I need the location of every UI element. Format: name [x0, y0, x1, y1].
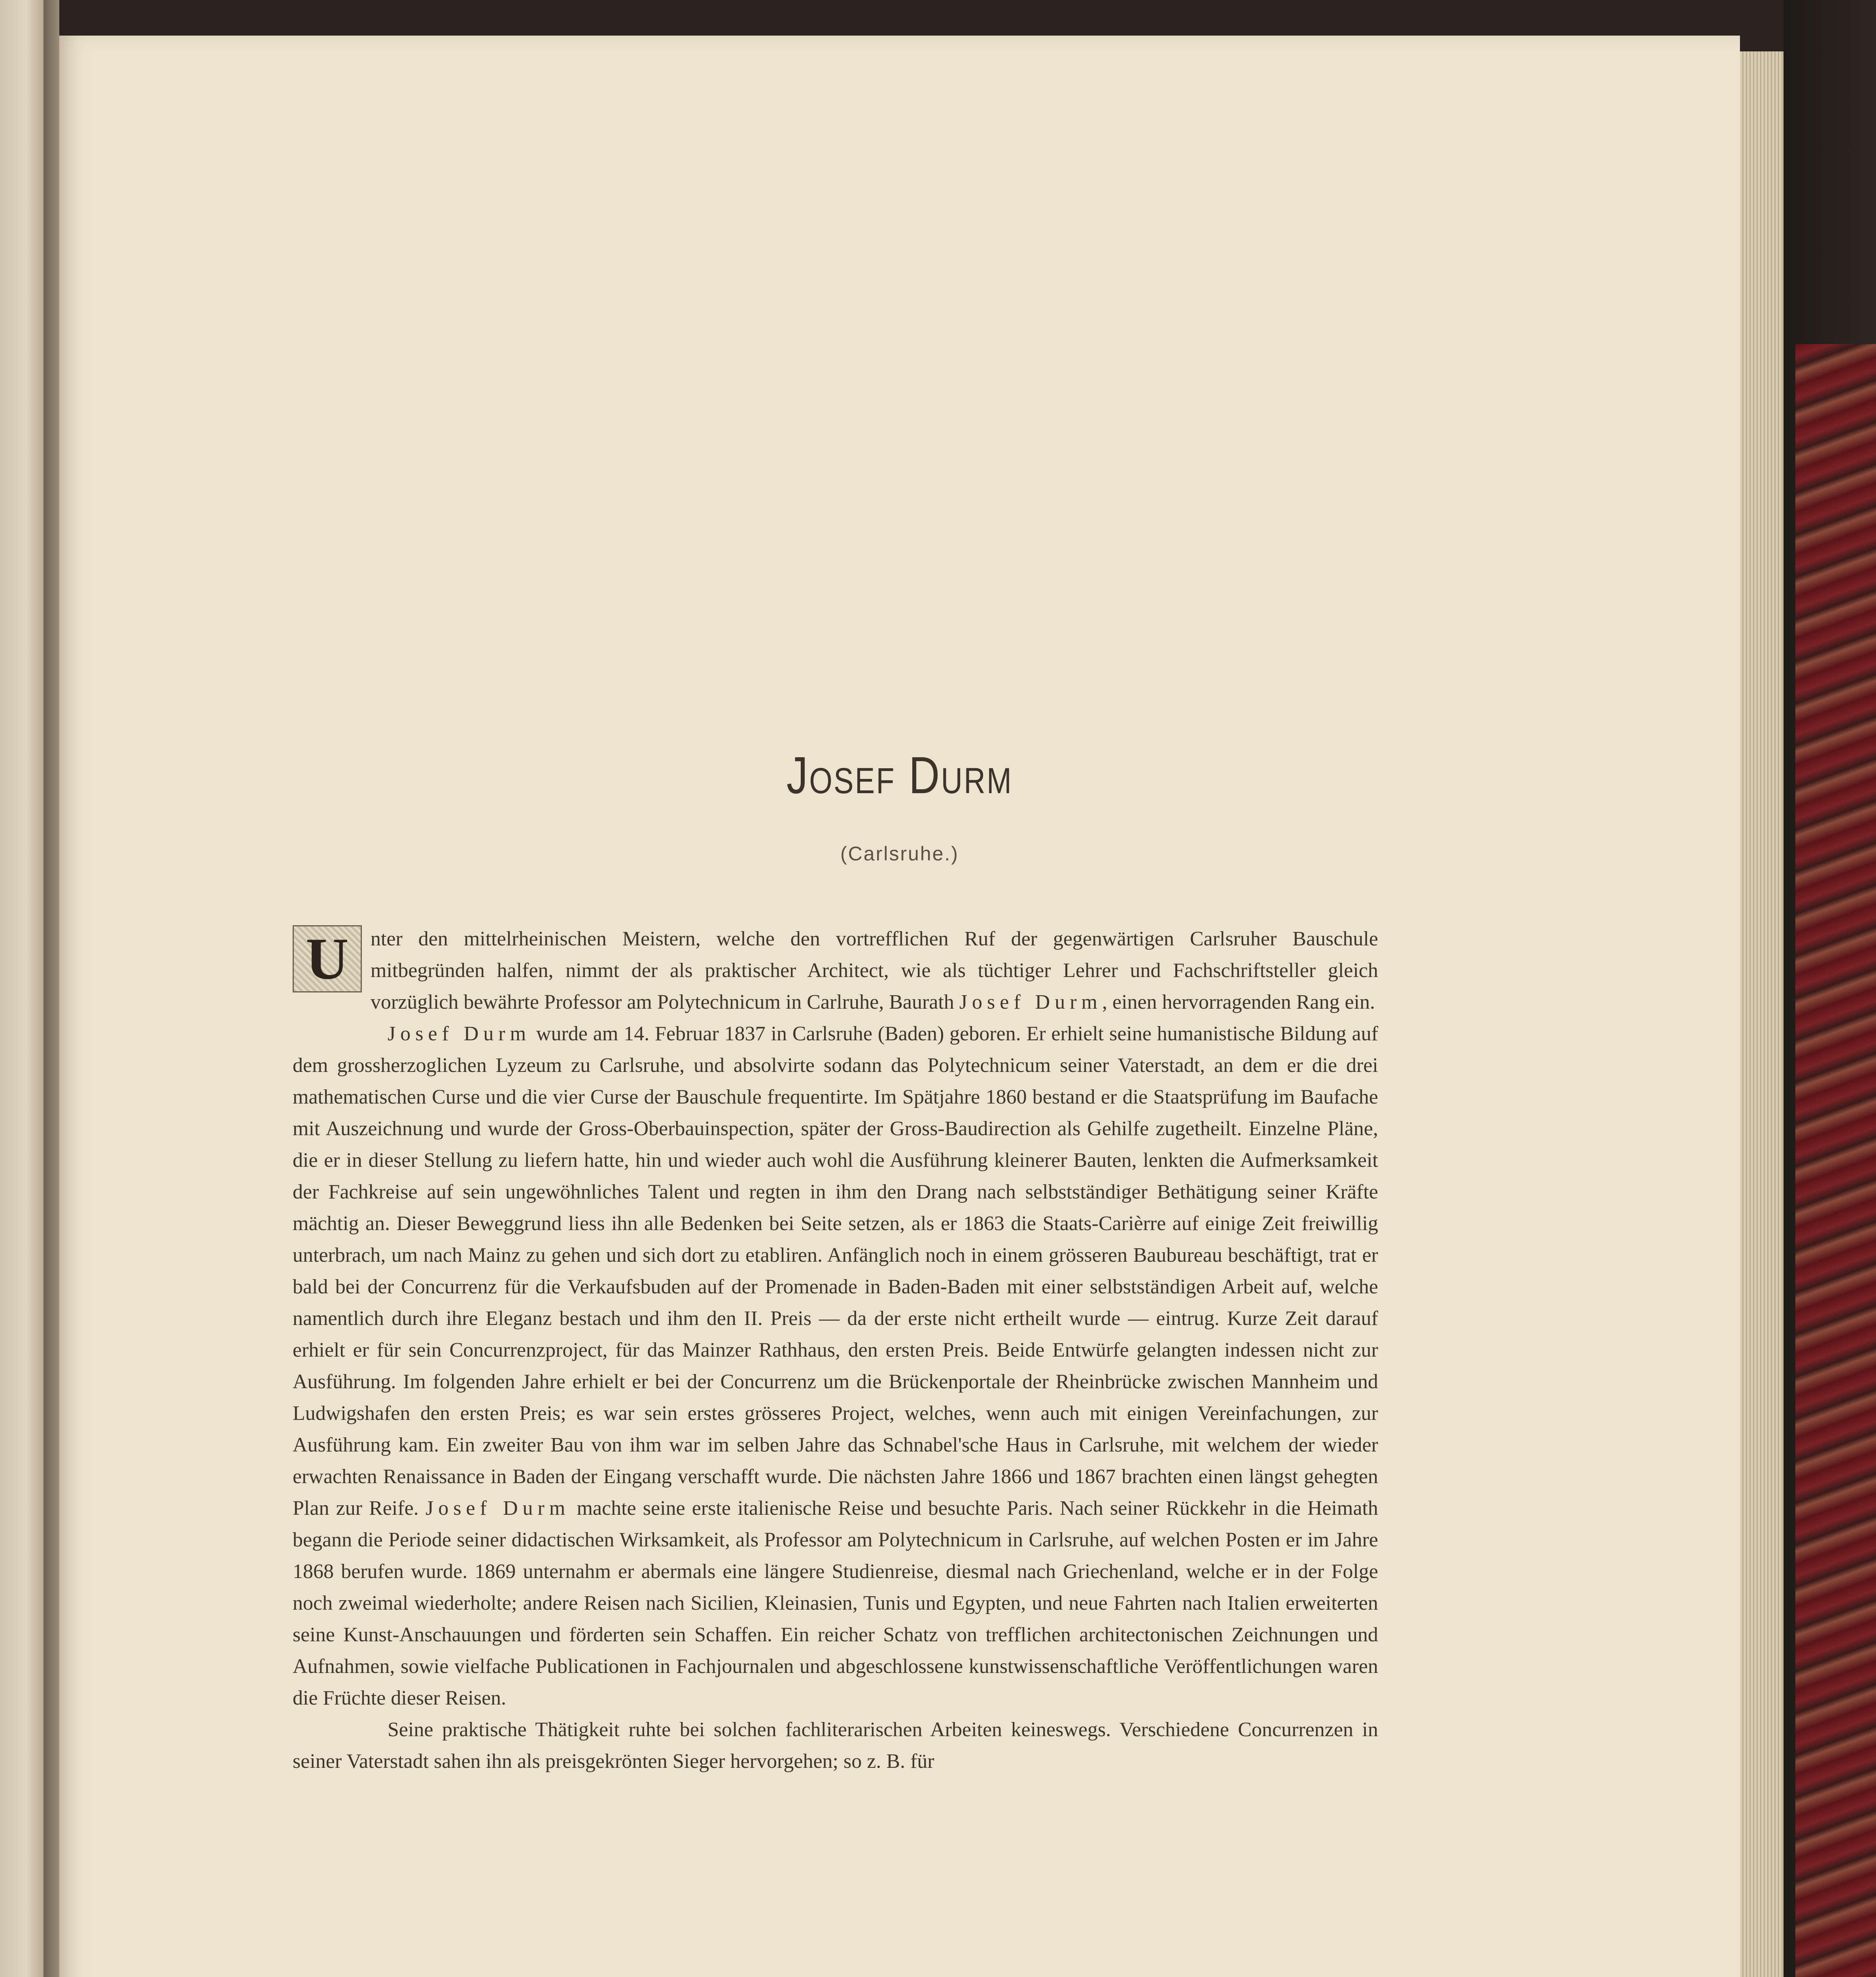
paragraph-2-text: wurde am 14. Februar 1837 in Carlsruhe (Baden) geboren. Er erhielt seine humanistische Bildung auf dem grossherzoglichen Lyzeum zu Carlsruhe, und absolvirte sodann das Polytechnicum seiner Vaterstadt, an dem er die drei mathematischen Curse und die vier Curse der Bauschule frequentirte. Im Spätjahre 1860 bestand er die Staatsprüfung im Baufache mit Auszeichnung und wurde der Gross-Oberbauinspection, später der Gross-Baudirection als Gehilfe zugetheilt. Einzelne Pläne, die er in dieser Stellung zu liefern hatte, hin und wieder auch wohl die Ausführung kleinerer Bauten, lenkten die Aufmerksamkeit der Fachkreise auf sein ungewöhnliches Talent und regten in ihm den Drang nach selbstständiger Bethätigung seiner Kräfte mächtig an. Dieser Beweggrund liess ihn alle Bedenken bei Seite setzen, als er 1863 die Staats-Carièrre auf einige Zeit freiwillig unterbrach, um nach Mainz zu gehen und sich dort zu etabliren. Anfänglich noch in einem grösseren Baubureau beschäftigt, trat er bald bei der Concurrenz für die Verkaufsbuden auf der Promenade in Baden-Baden mit einer selbstständigen Arbeit auf, welche namentlich durch ihre Eleganz bestach und ihm den II. Preis — da der erste nicht ertheilt wurde — eintrug. Kurze Zeit darauf erhielt er für sein Concurrenzproject, für das Mainzer Rathhaus, den ersten Preis. Beide Entwürfe gelangten indessen nicht zur Ausführung. Im folgenden Jahre erhielt er bei der Concurrenz um die Brückenportale der Rheinbrücke zwischen Mannheim und Ludwigshafen den ersten Preis; es war sein erstes grösseres Project, welches, wenn auch mit einigen Vereinfachungen, zur Ausführung kam. Ein zweiter Bau von ihm war im selben Jahre das Schnabel'sche Haus in Carlsruhe, mit welchem der wieder erwachten Renaissance in Baden der Eingang verschafft wurde. Die nächsten Jahre 1866 und 1867 brachten einen längst gehegten Plan zur Reife. [293, 1023, 1379, 1520]
paragraph-2 [293, 1018, 1378, 1714]
paragraph-1-text: nter den mittelrheinischen Meistern, welche den vortrefflichen Ruf der gegenwärtigen Carlsruher Bauschule mitbegründen halfen, nimmt der als praktischer Architect, wie als tüchtiger Lehrer und Fachschriftsteller gleich vorzüglich bewährte Professor am Polytechnicum in Carlruhe, Baurath [371, 928, 1378, 1013]
page-subtitle: (Carlsruhe.) [840, 843, 959, 865]
person-name: Josef Durm [388, 1023, 531, 1045]
marbled-endpaper [1795, 344, 1876, 1977]
paragraph-3: Seine praktische Thätigkeit ruhte bei solchen fachliterarischen Arbeiten keineswegs. Verschiedene Concurrenzen in seiner Vaterstadt sahen ihn als preisgekrönten Sieger hervorgehen; so z. B. für [293, 1718, 1378, 1773]
page-title: Josef Durm [786, 746, 1013, 804]
page-edges [1740, 51, 1783, 1977]
paragraph-2-text-cont: machte seine erste italienische Reise und besuchte Paris. Nach seiner Rückkehr in die Heimath begann die Periode seiner didactischen Wirksamkeit, als Professor am Polytechnicum in Carlsruhe, auf welchen Posten er im Jahre 1868 berufen wurde. 1869 unternahm er abermals eine längere Studienreise, diesmal nach Griechenland, welche er in der Folge noch zweimal wiederholte; andere Reisen nach Sicilien, Kleinasien, Tunis und Egypten, und neue Fahrten nach Italien erweiterten seine Kunst-Anschauungen und förderten sein Schaffen. Ein reicher Schatz von trefflichen architectonischen Zeichnungen und Aufnahmen, sowie vielfache Publicationen in Fachjournalen und abgeschlossene kunstwissenschaftliche Veröffentlichungen waren die Früchte dieser Reisen. [293, 1497, 1379, 1709]
paragraph-1 [293, 923, 1378, 1018]
person-name: Josef Durm [425, 1497, 570, 1520]
drop-cap: U [293, 925, 362, 992]
paragraph-1-end: , einen hervorragenden Rang ein. [1102, 991, 1375, 1013]
person-name: Josef Durm [959, 991, 1102, 1013]
book-gutter [43, 0, 59, 1977]
facing-page-edge [0, 0, 43, 1977]
body-text [293, 923, 1378, 1777]
